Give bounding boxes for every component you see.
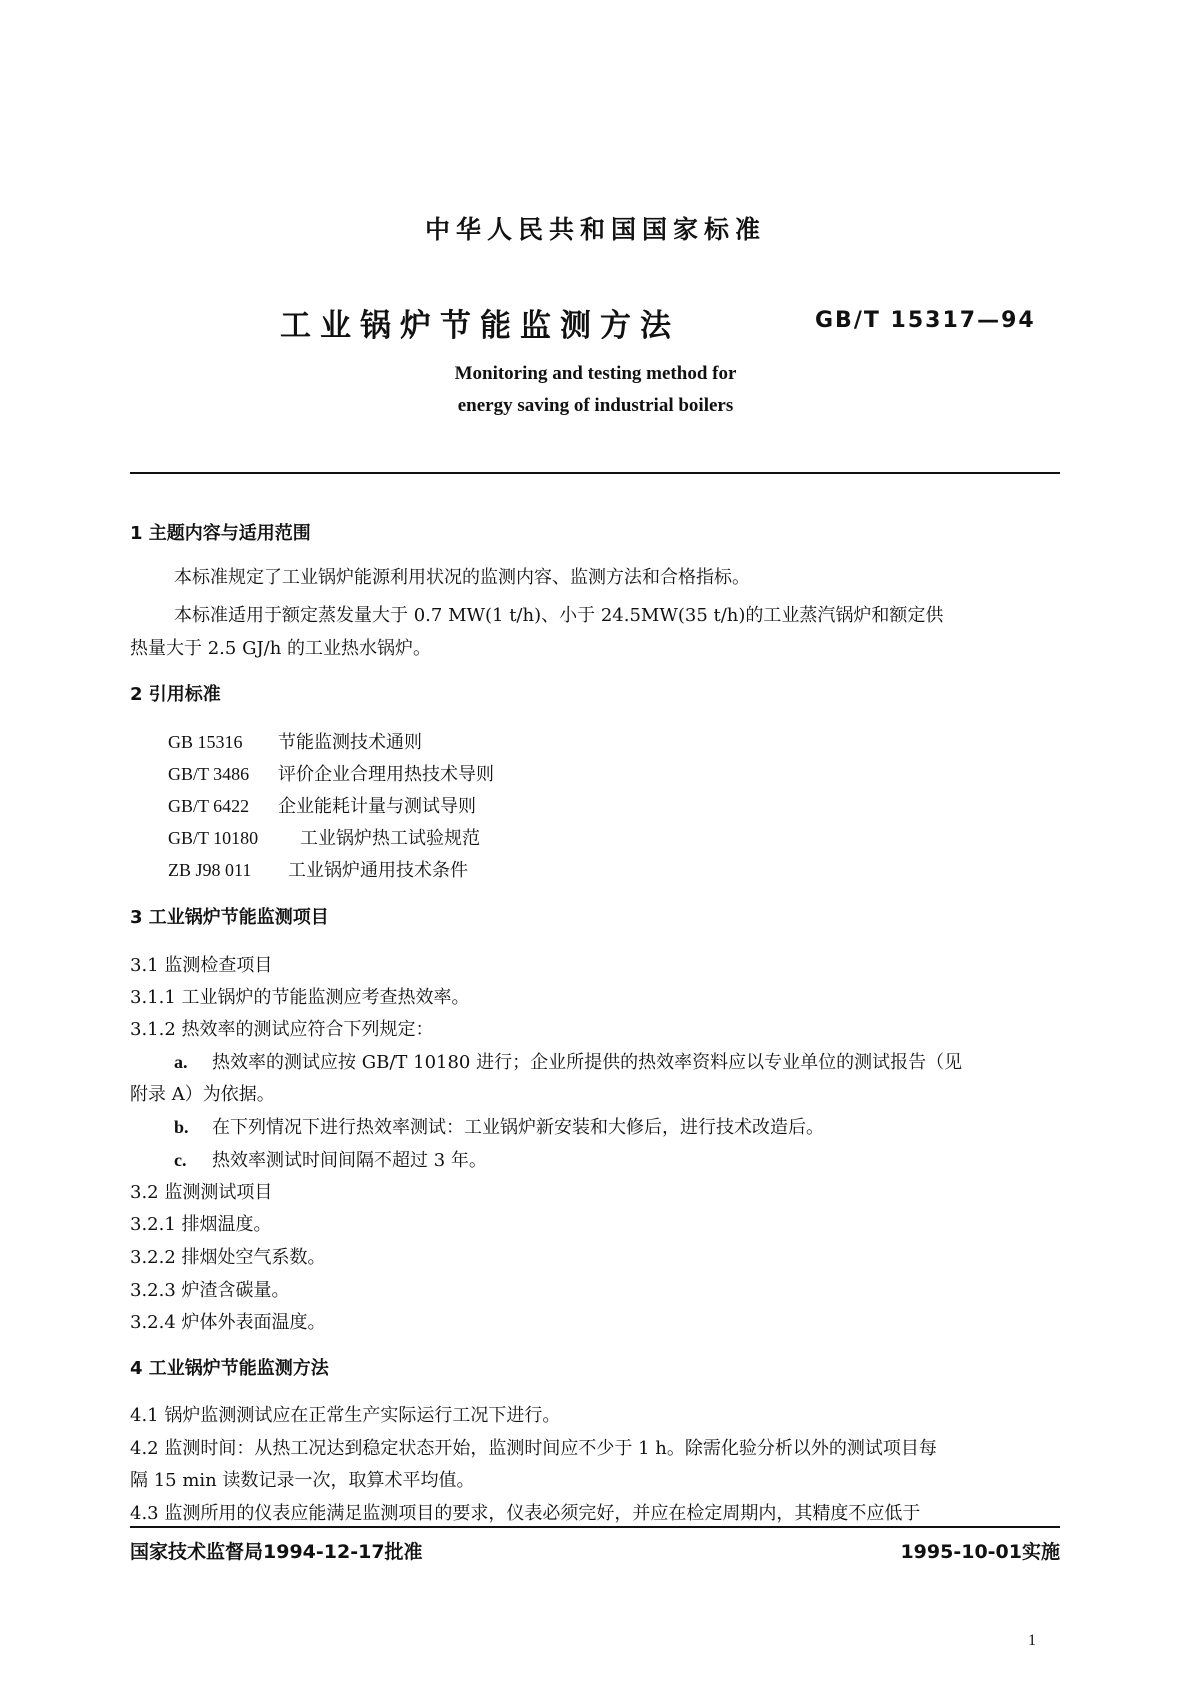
reference-title: 节能监测技术通则 bbox=[278, 732, 422, 753]
clause-3-2-2: 3.2.2 排烟处空气系数。 bbox=[130, 1247, 326, 1268]
item-c-text: 热效率测试时间间隔不超过 3 年。 bbox=[212, 1150, 487, 1171]
implementation-date: 1995-10-01实施 bbox=[900, 1541, 1060, 1563]
reference-title: 工业锅炉通用技术条件 bbox=[288, 860, 468, 881]
item-a-continuation: 附录 A）为依据。 bbox=[130, 1084, 275, 1105]
clause-3-1: 3.1 监测检查项目 bbox=[130, 955, 273, 976]
section-1-paragraph-2-line-1: 本标准适用于额定蒸发量大于 0.7 MW(1 t/h)、小于 24.5MW(35 t/h)的工业蒸汽锅炉和额定供 bbox=[174, 605, 944, 626]
item-b bbox=[174, 1113, 824, 1139]
item-a-text: 热效率的测试应按 GB/T 10180 进行；企业所提供的热效率资料应以专业单位的测试报告（见 bbox=[212, 1052, 963, 1073]
reference-code: GB/T 3486 bbox=[168, 764, 250, 784]
reference-code: GB 15316 bbox=[168, 732, 243, 752]
reference-title: 工业锅炉热工试验规范 bbox=[300, 828, 480, 849]
reference-code: GB/T 6422 bbox=[168, 796, 250, 816]
clause-3-2-1: 3.2.1 排烟温度。 bbox=[130, 1214, 272, 1235]
reference-code: ZB J98 011 bbox=[168, 860, 252, 880]
section-3-heading: 3 工业锅炉节能监测项目 bbox=[130, 907, 329, 928]
clause-3-2-3: 3.2.3 炉渣含碳量。 bbox=[130, 1280, 290, 1301]
item-b-text: 在下列情况下进行热效率测试：工业锅炉新安装和大修后，进行技术改造后。 bbox=[212, 1117, 824, 1138]
clause-4-1: 4.1 锅炉监测测试应在正常生产实际运行工况下进行。 bbox=[130, 1405, 561, 1426]
section-4-heading: 4 工业锅炉节能监测方法 bbox=[130, 1358, 329, 1379]
reference-item bbox=[168, 792, 476, 818]
reference-item bbox=[168, 856, 468, 882]
standard-category-heading: 中华人民共和国国家标准 bbox=[424, 215, 766, 244]
reference-item bbox=[168, 760, 494, 786]
item-a bbox=[174, 1048, 962, 1074]
header-divider bbox=[130, 472, 1060, 474]
clause-3-1-2: 3.1.2 热效率的测试应符合下列规定： bbox=[130, 1019, 434, 1040]
english-title-line-1: Monitoring and testing method for bbox=[454, 363, 737, 384]
page-number: 1 bbox=[1028, 1632, 1036, 1649]
reference-code: GB/T 10180 bbox=[168, 828, 259, 848]
reference-item bbox=[168, 824, 480, 850]
section-1-paragraph-2-line-2: 热量大于 2.5 GJ/h 的工业热水锅炉。 bbox=[130, 638, 432, 659]
clause-3-2: 3.2 监测测试项目 bbox=[130, 1182, 273, 1203]
section-1-paragraph-1: 本标准规定了工业锅炉能源利用状况的监测内容、监测方法和合格指标。 bbox=[174, 567, 750, 588]
clause-3-1-1: 3.1.1 工业锅炉的节能监测应考查热效率。 bbox=[130, 987, 470, 1008]
standard-code: GB/T 15317—94 bbox=[815, 308, 1036, 333]
clause-4-2-line-1: 4.2 监测时间：从热工况达到稳定状态开始，监测时间应不少于 1 h。除需化验分析以外的测试项目每 bbox=[130, 1438, 937, 1459]
item-b-label: b. bbox=[174, 1117, 189, 1137]
item-c-label: c. bbox=[174, 1150, 187, 1170]
clause-4-2-line-2: 隔 15 min 读数记录一次，取算术平均值。 bbox=[130, 1470, 475, 1491]
item-a-label: a. bbox=[174, 1052, 188, 1072]
section-1-heading: 1 主题内容与适用范围 bbox=[130, 523, 311, 544]
approval-info: 国家技术监督局1994-12-17批准 bbox=[130, 1541, 423, 1563]
reference-title: 企业能耗计量与测试导则 bbox=[278, 796, 476, 817]
reference-title: 评价企业合理用热技术导则 bbox=[278, 764, 494, 785]
clause-4-3: 4.3 监测所用的仪表应能满足监测项目的要求，仪表必须完好，并应在检定周期内，其精度不应低于 bbox=[130, 1503, 921, 1524]
reference-item bbox=[168, 728, 422, 754]
document-title: 工业锅炉节能监测方法 bbox=[280, 308, 680, 344]
clause-3-2-4: 3.2.4 炉体外表面温度。 bbox=[130, 1312, 326, 1333]
item-c bbox=[174, 1146, 487, 1172]
section-2-heading: 2 引用标准 bbox=[130, 684, 221, 705]
english-title-line-2: energy saving of industrial boilers bbox=[457, 395, 734, 416]
footer-divider bbox=[130, 1526, 1060, 1528]
